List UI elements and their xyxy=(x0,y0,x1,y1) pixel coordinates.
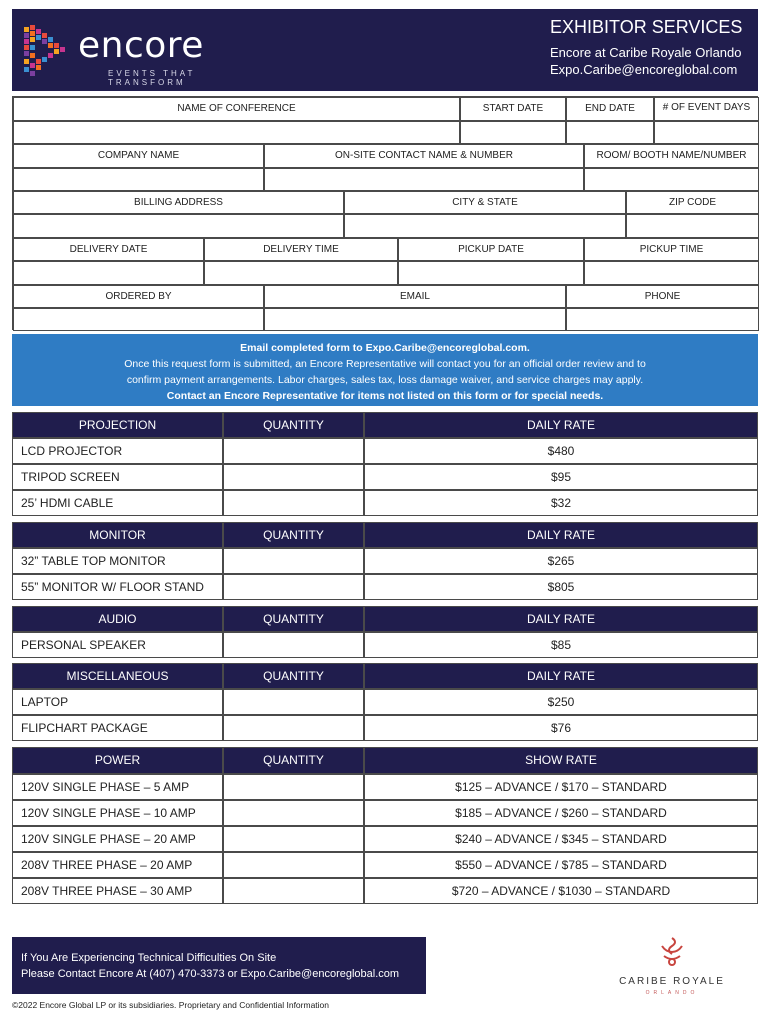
quantity-input[interactable] xyxy=(223,689,364,715)
item-price: $32 xyxy=(364,490,758,516)
venue-name: Encore at Caribe Royale Orlando xyxy=(550,45,742,60)
caribe-royale-emblem-icon xyxy=(652,932,692,972)
item-price: $550 – ADVANCE / $785 – STANDARD xyxy=(364,852,758,878)
phone-field[interactable] xyxy=(566,308,759,331)
billing-address-field[interactable] xyxy=(13,214,344,238)
instructions-line-3: confirm payment arrangements. Labor charges, sales tax, loss damage waiver, and service charges may apply. xyxy=(126,374,644,386)
pickup-time-label: PICKUP TIME xyxy=(584,238,759,261)
section-title: AUDIO xyxy=(12,606,223,632)
tech-support-box xyxy=(12,937,426,994)
zip-code-label: ZIP CODE xyxy=(626,191,759,214)
table-row xyxy=(12,774,758,800)
onsite-contact-field[interactable] xyxy=(264,168,584,191)
quantity-input[interactable] xyxy=(223,852,364,878)
table-row xyxy=(12,464,758,490)
section-header xyxy=(12,747,758,774)
item-price: $95 xyxy=(364,464,758,490)
copyright-notice: ©2022 Encore Global LP or its subsidiaries. Proprietary and Confidential Information xyxy=(12,1000,329,1010)
company-label: COMPANY NAME xyxy=(13,144,264,168)
table-row xyxy=(12,800,758,826)
instructions-banner xyxy=(12,334,758,406)
section-header xyxy=(12,522,758,548)
item-name: LAPTOP xyxy=(12,689,223,715)
item-price: $250 xyxy=(364,689,758,715)
item-price: $85 xyxy=(364,632,758,658)
rate-header: DAILY RATE xyxy=(364,522,758,548)
pickup-time-field[interactable] xyxy=(584,261,759,285)
email-field[interactable] xyxy=(264,308,566,331)
section-title: MONITOR xyxy=(12,522,223,548)
quantity-input[interactable] xyxy=(223,632,364,658)
quantity-input[interactable] xyxy=(223,826,364,852)
instructions-line-2: Once this request form is submitted, an Encore Representative will contact you for an official order review and to xyxy=(124,358,646,370)
item-name: 25’ HDMI CABLE xyxy=(12,490,223,516)
table-row xyxy=(12,548,758,574)
order-info-form xyxy=(12,96,758,330)
item-name: 55” MONITOR W/ FLOOR STAND xyxy=(12,574,223,600)
item-name: LCD PROJECTOR xyxy=(12,438,223,464)
contact-email: Expo.Caribe@encoreglobal.com xyxy=(550,62,738,77)
delivery-time-label: DELIVERY TIME xyxy=(204,238,398,261)
room-booth-field[interactable] xyxy=(584,168,759,191)
item-name: 32” TABLE TOP MONITOR xyxy=(12,548,223,574)
table-row xyxy=(12,878,758,904)
city-state-field[interactable] xyxy=(344,214,626,238)
item-name: 208V THREE PHASE – 20 AMP xyxy=(12,852,223,878)
pickup-date-field[interactable] xyxy=(398,261,584,285)
item-name: TRIPOD SCREEN xyxy=(12,464,223,490)
table-row xyxy=(12,826,758,852)
quantity-input[interactable] xyxy=(223,800,364,826)
onsite-contact-label: ON-SITE CONTACT NAME & NUMBER xyxy=(264,144,584,168)
delivery-time-field[interactable] xyxy=(204,261,398,285)
item-name: 120V SINGLE PHASE – 5 AMP xyxy=(12,774,223,800)
quantity-header: QUANTITY xyxy=(223,663,364,689)
room-booth-label: ROOM/ BOOTH NAME/NUMBER xyxy=(584,144,759,168)
section-header xyxy=(12,606,758,632)
table-row xyxy=(12,852,758,878)
encore-mosaic-icon xyxy=(22,23,72,79)
zip-code-field[interactable] xyxy=(626,214,759,238)
quantity-input[interactable] xyxy=(223,464,364,490)
table-row xyxy=(12,632,758,658)
event-days-field[interactable] xyxy=(654,121,759,144)
event-days-label: # OF EVENT DAYS xyxy=(654,97,759,121)
item-name: 120V SINGLE PHASE – 10 AMP xyxy=(12,800,223,826)
start-date-label: START DATE xyxy=(460,97,566,121)
quantity-input[interactable] xyxy=(223,574,364,600)
table-row xyxy=(12,574,758,600)
billing-address-label: BILLING ADDRESS xyxy=(13,191,344,214)
email-label: EMAIL xyxy=(264,285,566,308)
company-field[interactable] xyxy=(13,168,264,191)
page-title: EXHIBITOR SERVICES xyxy=(550,17,743,37)
quantity-input[interactable] xyxy=(223,715,364,741)
end-date-field[interactable] xyxy=(566,121,654,144)
item-price: $240 – ADVANCE / $345 – STANDARD xyxy=(364,826,758,852)
quantity-input[interactable] xyxy=(223,878,364,904)
delivery-date-label: DELIVERY DATE xyxy=(13,238,204,261)
quantity-header: QUANTITY xyxy=(223,747,364,774)
quantity-input[interactable] xyxy=(223,490,364,516)
phone-label: PHONE xyxy=(566,285,759,308)
caribe-royale-name: CARIBE ROYALE xyxy=(619,976,725,987)
conference-label: NAME OF CONFERENCE xyxy=(13,97,460,121)
table-row xyxy=(12,715,758,741)
section-title: PROJECTION xyxy=(12,412,223,438)
ordered-by-label: ORDERED BY xyxy=(13,285,264,308)
tech-support-line-1: If You Are Experiencing Technical Difficulties On Site xyxy=(21,952,277,964)
caribe-royale-logo xyxy=(612,930,732,1000)
section-title: POWER xyxy=(12,747,223,774)
quantity-header: QUANTITY xyxy=(223,606,364,632)
item-price: $265 xyxy=(364,548,758,574)
item-price: $185 – ADVANCE / $260 – STANDARD xyxy=(364,800,758,826)
ordered-by-field[interactable] xyxy=(13,308,264,331)
item-price: $76 xyxy=(364,715,758,741)
rate-header: DAILY RATE xyxy=(364,663,758,689)
table-row xyxy=(12,689,758,715)
delivery-date-field[interactable] xyxy=(13,261,204,285)
item-price: $480 xyxy=(364,438,758,464)
item-name: 120V SINGLE PHASE – 20 AMP xyxy=(12,826,223,852)
section-title: MISCELLANEOUS xyxy=(12,663,223,689)
page-header xyxy=(12,9,758,91)
caribe-royale-city: ORLANDO xyxy=(645,990,699,996)
quantity-input[interactable] xyxy=(223,438,364,464)
rate-header: DAILY RATE xyxy=(364,412,758,438)
quantity-header: QUANTITY xyxy=(223,412,364,438)
rate-header: DAILY RATE xyxy=(364,606,758,632)
table-row xyxy=(12,490,758,516)
city-state-label: CITY & STATE xyxy=(344,191,626,214)
section-header xyxy=(12,412,758,438)
section-header xyxy=(12,663,758,689)
start-date-field[interactable] xyxy=(460,121,566,144)
item-price: $805 xyxy=(364,574,758,600)
item-name: 208V THREE PHASE – 30 AMP xyxy=(12,878,223,904)
quantity-input[interactable] xyxy=(223,548,364,574)
encore-logo xyxy=(22,23,262,87)
table-row xyxy=(12,438,758,464)
tech-support-line-2: Please Contact Encore At (407) 470-3373 or Expo.Caribe@encoreglobal.com xyxy=(21,968,400,980)
logo-wordmark: encore xyxy=(78,25,204,66)
item-price: $125 – ADVANCE / $170 – STANDARD xyxy=(364,774,758,800)
pickup-date-label: PICKUP DATE xyxy=(398,238,584,261)
instructions-special-needs: Contact an Encore Representative for items not listed on this form or for special needs. xyxy=(166,390,604,402)
quantity-header: QUANTITY xyxy=(223,522,364,548)
quantity-input[interactable] xyxy=(223,774,364,800)
rate-header: SHOW RATE xyxy=(364,747,758,774)
instructions-email-line: Email completed form to Expo.Caribe@encoreglobal.com. xyxy=(240,342,530,354)
item-name: PERSONAL SPEAKER xyxy=(12,632,223,658)
item-name: FLIPCHART PACKAGE xyxy=(12,715,223,741)
logo-tagline: EVENTS THAT TRANSFORM xyxy=(108,69,196,87)
item-price: $720 – ADVANCE / $1030 – STANDARD xyxy=(364,878,758,904)
conference-field[interactable] xyxy=(13,121,460,144)
end-date-label: END DATE xyxy=(566,97,654,121)
